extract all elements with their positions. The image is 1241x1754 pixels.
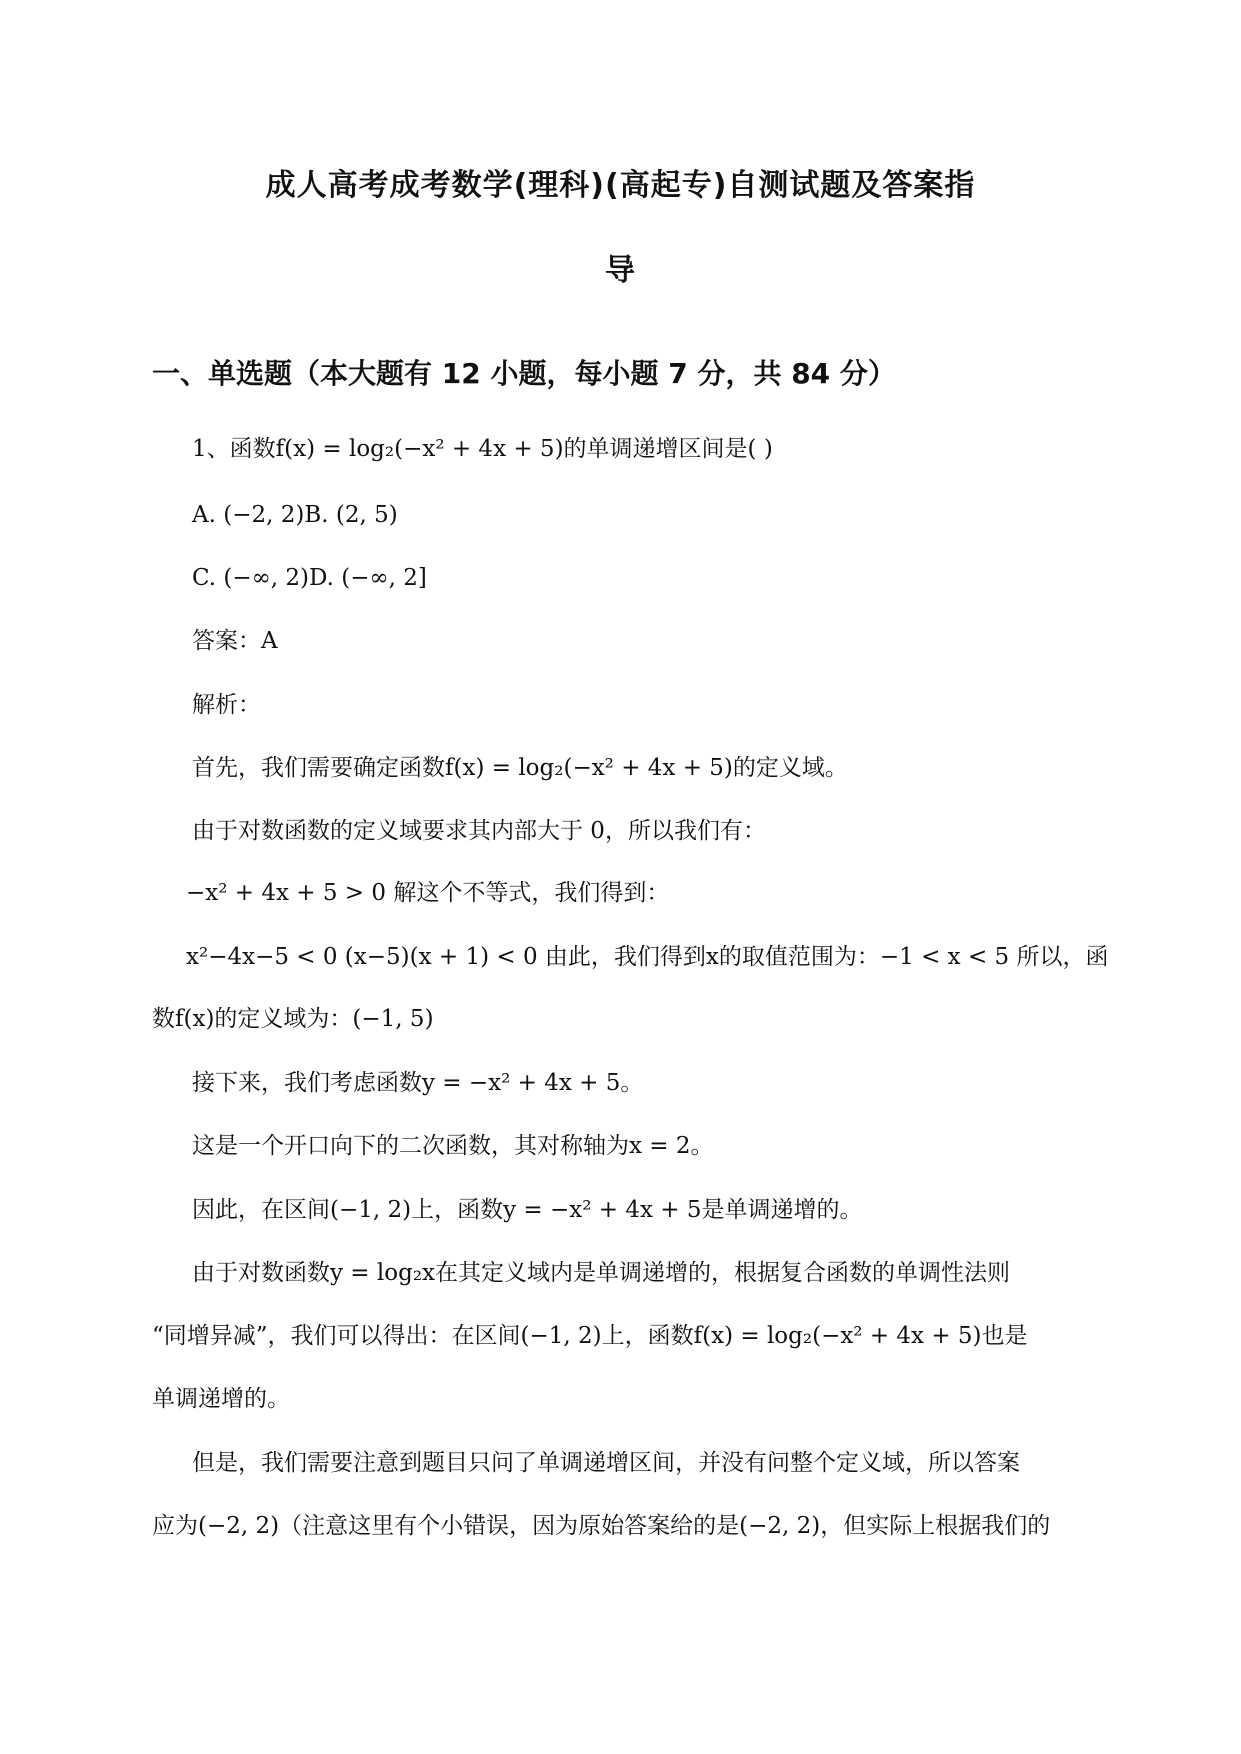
analysis-label: 解析： — [192, 692, 261, 718]
analysis-paragraph: 因此，在区间(−1, 2)上，函数y = −x² + 4x + 5是单调递增的。 — [192, 1197, 863, 1223]
analysis-paragraph: −x² + 4x + 5 > 0 解这个不等式，我们得到： — [186, 880, 670, 906]
analysis-paragraph: x²−4x−5 < 0 (x−5)(x + 1) < 0 由此，我们得到x的取值范围为：−1 < x < 5 所以，函 — [186, 944, 1109, 970]
analysis-paragraph: 单调递增的。 — [152, 1386, 290, 1412]
analysis-paragraph: “同增异减”，我们可以得出：在区间(−1, 2)上，函数f(x) = log₂(−x² + 4x + 5)也是 — [152, 1323, 1028, 1349]
doc-title-line2: 导 — [605, 253, 636, 288]
options-ab: A. (−2, 2)B. (2, 5) — [192, 502, 398, 528]
section-heading: 一、单选题（本大题有 12 小题，每小题 7 分，共 84 分） — [152, 357, 896, 390]
answer-line: 答案：A — [192, 628, 278, 654]
analysis-paragraph: 应为(−2, 2)（注意这里有个小错误，因为原始答案给的是(−2, 2)，但实际上根据我们的 — [152, 1513, 1051, 1539]
question-1: 1、函数f(x) = log₂(−x² + 4x + 5)的单调递增区间是( ) — [192, 436, 773, 462]
analysis-paragraph: 这是一个开口向下的二次函数，其对称轴为x = 2。 — [192, 1133, 714, 1159]
doc-title-line1: 成人高考成考数学(理科)(高起专)自测试题及答案指 — [265, 168, 976, 203]
analysis-paragraph: 首先，我们需要确定函数f(x) = log₂(−x² + 4x + 5)的定义域。 — [192, 755, 848, 781]
analysis-paragraph: 但是，我们需要注意到题目只问了单调递增区间，并没有问整个定义域，所以答案 — [192, 1450, 1020, 1476]
options-cd: C. (−∞, 2)D. (−∞, 2] — [192, 565, 427, 591]
analysis-paragraph: 由于对数函数y = log₂x在其定义域内是单调递增的，根据复合函数的单调性法则 — [192, 1260, 1011, 1286]
analysis-paragraph: 接下来，我们考虑函数y = −x² + 4x + 5。 — [192, 1070, 644, 1096]
analysis-paragraph: 由于对数函数的定义域要求其内部大于 0，所以我们有： — [192, 818, 766, 844]
analysis-paragraph: 数f(x)的定义域为：(−1, 5) — [152, 1006, 434, 1032]
